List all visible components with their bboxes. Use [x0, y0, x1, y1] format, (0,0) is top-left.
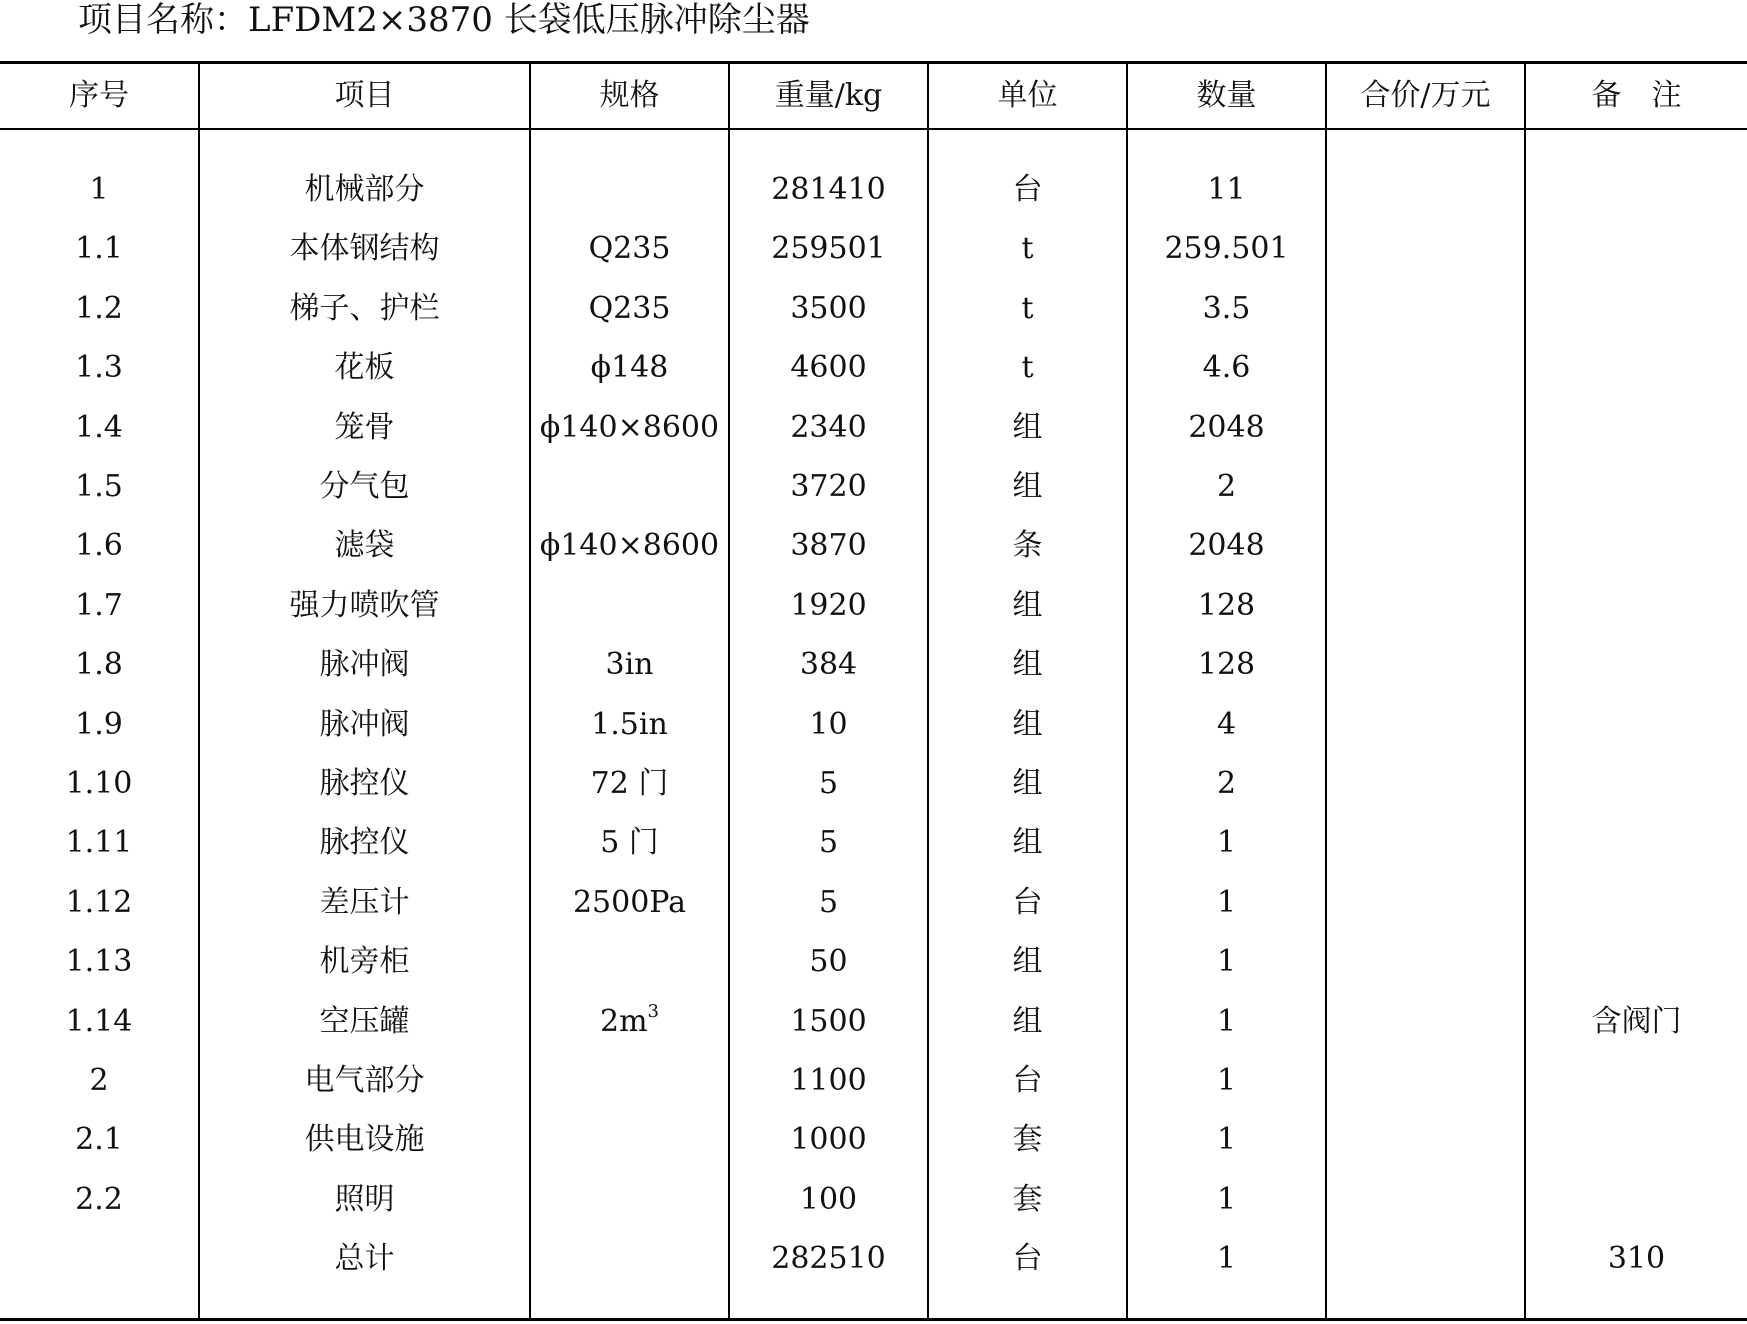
- table-bottom-rule: [0, 1318, 1747, 1321]
- cell-unit: 台: [1012, 1241, 1043, 1277]
- cell-spec: 72 门: [590, 766, 669, 801]
- cell-item: 脉控仪: [319, 766, 410, 801]
- cell-weight: 1500: [790, 1003, 867, 1039]
- cell-no: 1.1: [75, 231, 123, 267]
- project-title: 项目名称：LFDM2×3870 长袋低压脉冲除尘器: [78, 0, 810, 40]
- cell-qty: 128: [1197, 587, 1256, 623]
- cell-no: 2: [89, 1063, 109, 1098]
- table-top-rule: [0, 61, 1747, 64]
- cell-unit: 组: [1012, 944, 1043, 980]
- cell-no: 1.12: [65, 884, 133, 920]
- cell-spec: ϕ140×8600: [539, 409, 720, 445]
- cell-weight: 384: [799, 647, 858, 683]
- cell-weight: 3720: [790, 469, 867, 504]
- cell-spec: $2m^3$: [600, 1000, 659, 1039]
- cell-qty: 1: [1216, 1241, 1237, 1277]
- cell-weight: 1100: [790, 1063, 867, 1098]
- cell-item: 强力喷吹管: [289, 587, 440, 623]
- cell-qty: 2: [1216, 469, 1237, 504]
- cell-item: 机械部分: [304, 172, 425, 207]
- header-unit: 单位: [997, 78, 1058, 113]
- cell-unit: 组: [1012, 825, 1043, 861]
- cell-item: 本体钢结构: [289, 231, 440, 267]
- cell-spec: 3in: [605, 647, 654, 683]
- cell-unit: 组: [1012, 647, 1043, 683]
- cell-unit: t: [1021, 290, 1034, 326]
- cell-weight: 1920: [790, 587, 867, 623]
- cell-item: 总计: [334, 1241, 395, 1277]
- cell-item: 供电设施: [304, 1122, 425, 1158]
- cell-item: 脉冲阀: [319, 706, 410, 742]
- cell-item: 滤袋: [334, 528, 395, 564]
- cell-no: 1.5: [75, 469, 123, 504]
- cell-item: 电气部分: [304, 1063, 425, 1098]
- cell-no: 1.10: [65, 766, 133, 801]
- cell-weight: 2340: [790, 409, 867, 445]
- header-weight: 重量/kg: [774, 78, 883, 113]
- cell-no: 1.2: [75, 290, 123, 326]
- cell-weight: 10: [809, 706, 848, 742]
- header-spec: 规格: [599, 78, 660, 113]
- cell-qty: 2048: [1188, 528, 1265, 564]
- cell-qty: 128: [1197, 647, 1256, 683]
- cell-weight: 5: [818, 825, 839, 861]
- cell-spec: Q235: [588, 231, 671, 267]
- cell-weight: 1000: [790, 1122, 867, 1158]
- cell-spec: Q235: [588, 290, 671, 326]
- cell-unit: 组: [1012, 706, 1043, 742]
- cell-no: 1.4: [75, 409, 123, 445]
- table-header-rule: [0, 128, 1747, 130]
- cell-unit: 台: [1012, 884, 1043, 920]
- cell-unit: 组: [1012, 766, 1043, 801]
- cell-no: 2.1: [75, 1122, 123, 1158]
- cell-spec: ϕ140×8600: [539, 528, 720, 564]
- cell-weight: 3870: [790, 528, 867, 564]
- cell-qty: 1: [1216, 1003, 1237, 1039]
- header-no: 序号: [69, 78, 129, 113]
- cell-item: 脉控仪: [319, 825, 410, 861]
- cell-weight: 4600: [790, 350, 867, 386]
- cell-item: 脉冲阀: [319, 647, 410, 683]
- cell-no: 1.9: [75, 706, 123, 742]
- cell-qty: 1: [1216, 944, 1237, 980]
- cell-no: 2.2: [75, 1181, 123, 1217]
- cell-item: 空压罐: [319, 1003, 410, 1039]
- cell-item: 分气包: [319, 469, 410, 504]
- header-price: 合价/万元: [1360, 78, 1491, 113]
- header-item: 项目: [334, 78, 395, 113]
- cell-qty: 2048: [1188, 409, 1265, 445]
- cell-weight: 3500: [790, 290, 867, 326]
- cell-unit: 组: [1012, 469, 1043, 504]
- cell-no: 1.7: [75, 587, 123, 623]
- cell-unit: 台: [1012, 1063, 1043, 1098]
- cell-weight: 281410: [771, 172, 886, 207]
- cell-item: 机旁柜: [319, 944, 410, 980]
- header-note: 备 注: [1591, 78, 1682, 113]
- cell-weight: 50: [809, 944, 848, 980]
- cell-item: 差压计: [319, 884, 410, 920]
- cell-qty: 1: [1216, 1181, 1237, 1217]
- cell-item: 照明: [334, 1181, 395, 1217]
- cell-unit: 条: [1012, 528, 1043, 564]
- cell-unit: 组: [1012, 409, 1043, 445]
- cell-note: 含阀门: [1591, 1003, 1682, 1039]
- cell-weight: 259501: [771, 231, 886, 267]
- cell-qty: 1: [1216, 884, 1237, 920]
- cell-qty: 3.5: [1202, 290, 1251, 326]
- cell-qty: 1: [1216, 1063, 1237, 1098]
- cell-weight: 5: [818, 766, 839, 801]
- cell-no: 1.6: [75, 528, 123, 564]
- cell-spec: 1.5in: [591, 706, 668, 742]
- cell-spec: ϕ148: [590, 350, 669, 386]
- cell-no: 1.3: [75, 350, 123, 386]
- cell-qty: 259.501: [1164, 231, 1289, 267]
- cell-note: 310: [1607, 1241, 1666, 1277]
- cell-qty: 4.6: [1202, 350, 1251, 386]
- cell-weight: 100: [799, 1181, 858, 1217]
- cell-qty: 4: [1216, 706, 1237, 742]
- cell-unit: 组: [1012, 1003, 1043, 1039]
- cell-weight: 282510: [771, 1241, 886, 1277]
- cell-qty: 2: [1216, 766, 1237, 801]
- cell-unit: 台: [1012, 172, 1043, 207]
- cell-no: 1: [89, 172, 109, 207]
- cell-item: 笼骨: [334, 409, 395, 445]
- cell-unit: 套: [1012, 1181, 1043, 1217]
- cell-qty: 1: [1216, 1122, 1237, 1158]
- cell-unit: 组: [1012, 587, 1043, 623]
- cell-qty: 1: [1216, 825, 1237, 861]
- cell-unit: t: [1021, 231, 1034, 267]
- cell-unit: 套: [1012, 1122, 1043, 1158]
- cell-no: 1.13: [65, 944, 133, 980]
- cell-qty: 11: [1207, 172, 1246, 207]
- cell-no: 1.11: [65, 825, 133, 861]
- cell-spec: 2500Pa: [572, 884, 687, 920]
- cell-item: 花板: [334, 350, 395, 386]
- column-divider: [1524, 63, 1526, 1319]
- cell-unit: t: [1021, 350, 1034, 386]
- cell-weight: 5: [818, 884, 839, 920]
- cell-spec: 5 门: [600, 825, 659, 861]
- cell-item: 梯子、护栏: [289, 290, 440, 326]
- cell-no: 1.14: [65, 1003, 133, 1039]
- cell-no: 1.8: [75, 647, 123, 683]
- column-divider: [1325, 63, 1327, 1319]
- superscript: 3: [647, 1000, 659, 1022]
- header-qty: 数量: [1196, 78, 1257, 113]
